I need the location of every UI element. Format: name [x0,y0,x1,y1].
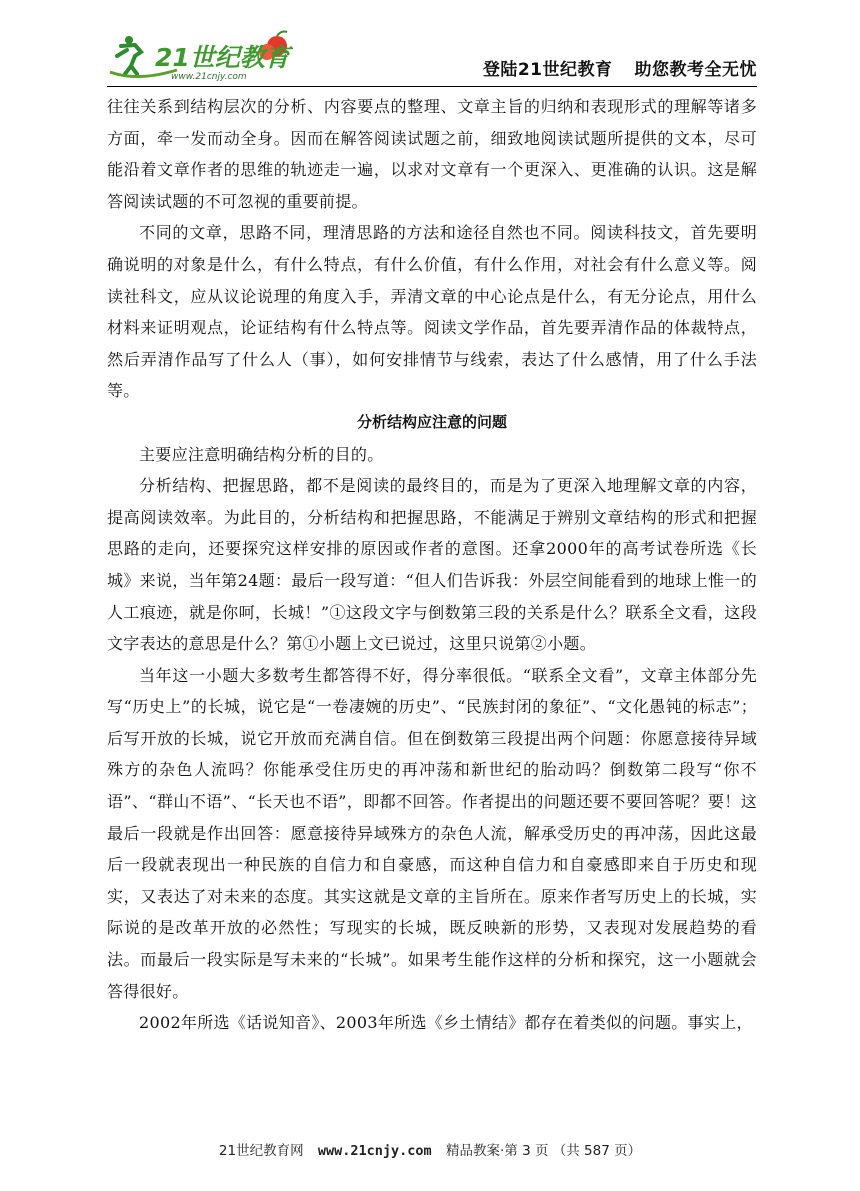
logo [107,26,307,82]
header-slogan [483,55,757,80]
slogan-part1: 登陆21世纪教育 [482,60,613,80]
footer-page-info: 精品教案·第 3 页 （共 587 页） [445,1143,642,1159]
paragraph-analysis-purpose: 分析结构、把握思路，都不是阅读的最终目的，而是为了更深入地理解文章的内容，提高阅读效率。为此目的，分析结构和把握思路，不能满足于辨别文章结构的形式和把握思路的走向，还要探究这样安排的原因或作者的意图。还拿2000年的高考试卷所选《长城》来说，当年第24题：最后一段写道：“但人们告诉我：外层空间能看到的地球上惟一的人工痕迹，就是你呵，长城！”①这段文字与倒数第三段的关系是什么？联系全文看，这段文字表达的意思是什么？第①小题上文已说过，这里只说第②小题。 [107,476,757,654]
paragraph-other-examples: 2002年所选《话说知音》、2003年所选《乡土情结》都存在着类似的问题。事实上， [139,1013,753,1033]
document-body [107,91,757,1039]
logo-url: www.21cnjy.com [171,72,247,82]
paragraph-main-point: 主要应注意明确结构分析的目的。 [139,444,384,464]
footer-site-url: www.21cnjy.com [317,1143,432,1159]
paragraph-thinking-paths: 不同的文章，思路不同，理清思路的方法和途径自然也不同。阅读科技文，首先要明确说明的对象是什么，有什么特点，有什么价值，有什么作用，对社会有什么意义等。阅读社科文，应从议论说理的角度入手，弄清文章的中心论点是什么，有无分论点，用什么材料来证明观点，论证结构有什么特点等。阅读文学作品，首先要弄清作品的体裁特点，然后弄清作品写了什么人（事），如何安排情节与线索，表达了什么感情，用了什么手法等。 [107,223,757,401]
footer-site-name: 21世纪教育网 [218,1143,304,1159]
paragraph-continuation: 往往关系到结构层次的分析、内容要点的整理、文章主旨的归纳和表现形式的理解等诸多方面，牵一发而动全身。因而在解答阅读试题之前，细致地阅读试题所提供的文本，尽可能沿着文章作者的思维的轨迹走一遍，以求对文章有一个更深入、更准确的认识。这是解答阅读试题的不可忽视的重要前提。 [107,97,757,211]
logo-text: 21世纪教育 [155,43,290,72]
slogan-part2: 助您教考全无忧 [634,60,757,80]
page-footer [0,1139,860,1159]
paragraph-great-wall-example: 当年这一小题大多数考生都答得不好，得分率很低。“联系全文看”，文章主体部分先写“历史上”的长城，说它是“一卷凄婉的历史”、“民族封闭的象征”、“文化愚钝的标志”；后写开放的长城，说它开放而充满自信。但在倒数第三段提出两个问题：你愿意接待异域殊方的杂色人流吗？你能承受住历史的再冲荡和新世纪的胎动吗？倒数第二段写“你不语”、“群山不语”、“长天也不语”，即都不回答。作者提出的问题还要不要回答呢？要！这最后一段就是作出回答：愿意接待异域殊方的杂色人流，解承受历史的再冲荡，因此这最后一段就表现出一种民族的自信力和自豪感，而这种自信力和自豪感即来自于历史和现实，又表达了对未来的态度。其实这就是文章的主旨所在。原来作者写历史上的长城，实际说的是改革开放的必然性；写现实的长城，既反映新的形势，又表现对发展趋势的看法。而最后一段实际是写未来的“长城”。如果考生能作这样的分析和探究，这一小题就会答得很好。 [107,665,757,1001]
page-header [107,26,757,87]
section-heading: 分析结构应注意的问题 [356,412,507,431]
